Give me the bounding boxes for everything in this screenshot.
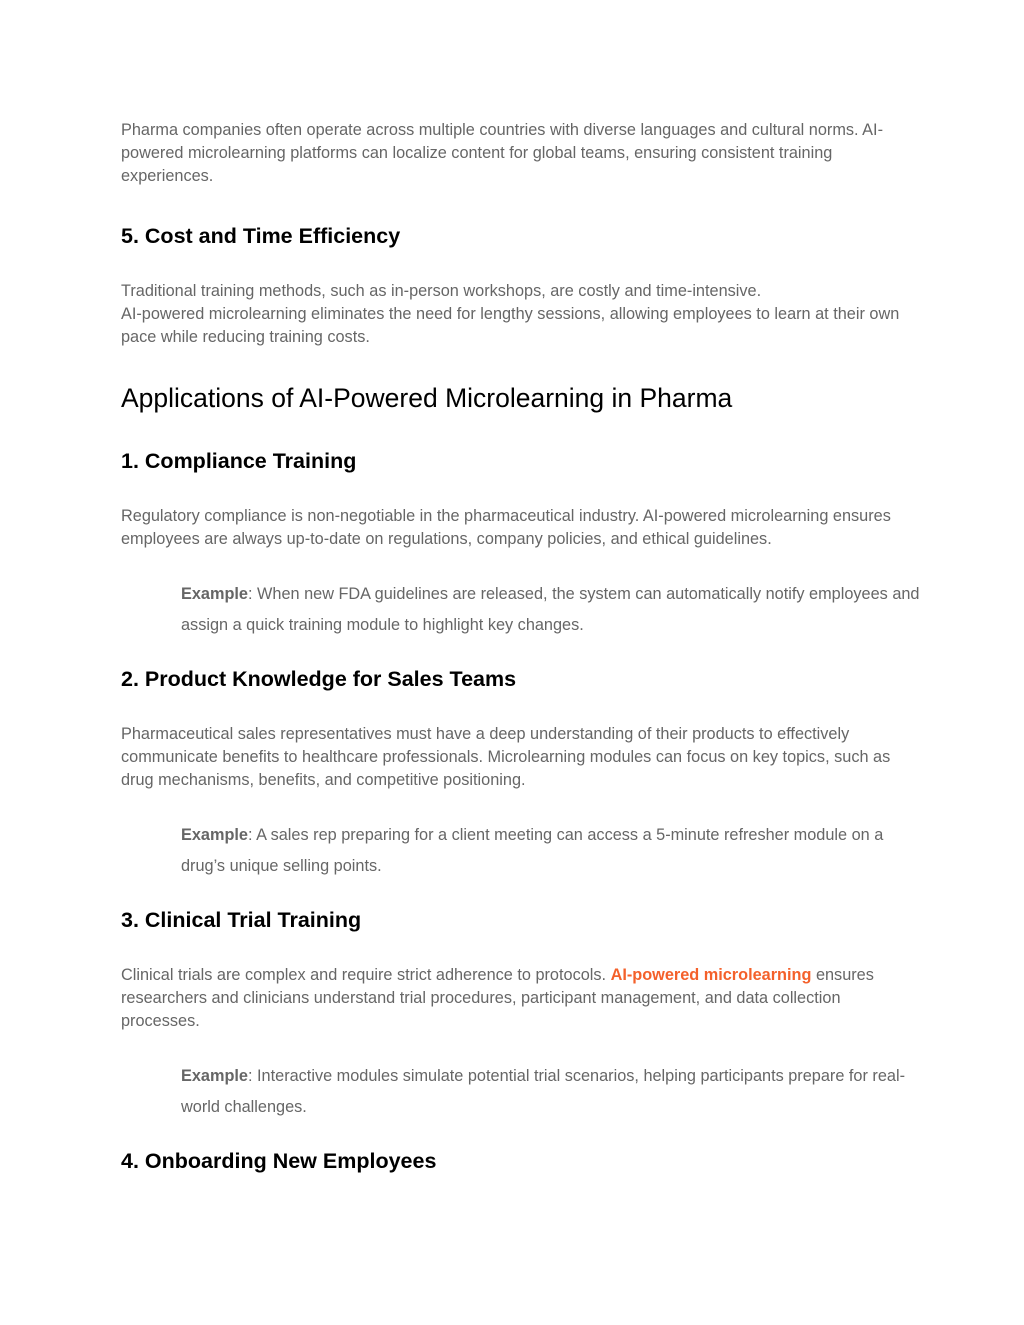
example-label: Example	[181, 585, 248, 603]
application-3-example	[181, 1061, 921, 1122]
application-3-body-start: Clinical trials are complex and require strict adherence to protocols.	[121, 966, 611, 984]
example-text: : Interactive modules simulate potential trial scenarios, helping participants prepare for real-world challenges.	[181, 1067, 905, 1116]
application-2-heading: 2. Product Knowledge for Sales Teams	[121, 667, 517, 691]
application-2-example	[181, 820, 921, 881]
application-4-heading: 4. Onboarding New Employees	[121, 1149, 437, 1173]
applications-heading: Applications of AI-Powered Microlearning in Pharma	[121, 383, 733, 413]
application-3-heading: 3. Clinical Trial Training	[121, 908, 362, 932]
example-text: : A sales rep preparing for a client meeting can access a 5-minute refresher module on a drug’s unique selling points.	[181, 826, 884, 875]
application-1-heading: 1. Compliance Training	[121, 449, 357, 473]
example-label: Example	[181, 826, 248, 844]
application-3-body	[121, 964, 911, 1034]
application-2-body: Pharmaceutical sales representatives must have a deep understanding of their products to effectively communicate benefits to healthcare professionals. Microlearning modules can focus on key topics, such as drug mechanisms, benefits, and competitive positioning.	[121, 725, 891, 790]
section-5-heading: 5. Cost and Time Efficiency	[121, 224, 401, 248]
section-5-body	[121, 280, 911, 350]
ai-powered-microlearning-link[interactable]: AI-powered microlearning	[610, 966, 812, 984]
example-text: : When new FDA guidelines are released, the system can automatically notify employees and assign a quick training module to highlight key changes.	[181, 585, 920, 634]
application-1-body: Regulatory compliance is non-negotiable in the pharmaceutical industry. AI-powered microlearning ensures employees are always up-to-date on regulations, company policies, and ethical guidelines.	[121, 507, 891, 549]
section-5-body-line2: AI-powered microlearning eliminates the need for lengthy sessions, allowing employees to learn at their own pace while reducing training costs.	[121, 305, 900, 347]
application-1-example	[181, 579, 921, 640]
application-3-body-end: ensures researchers and clinicians understand trial procedures, participant management, and data collection processes.	[121, 966, 874, 1031]
section-5-body-line1: Traditional training methods, such as in-person workshops, are costly and time-intensive.	[121, 282, 762, 300]
intro-paragraph: Pharma companies often operate across multiple countries with diverse languages and cultural norms. AI-powered microlearning platforms can localize content for global teams, ensuring consistent training experiences.	[121, 121, 883, 186]
example-label: Example	[181, 1067, 248, 1085]
